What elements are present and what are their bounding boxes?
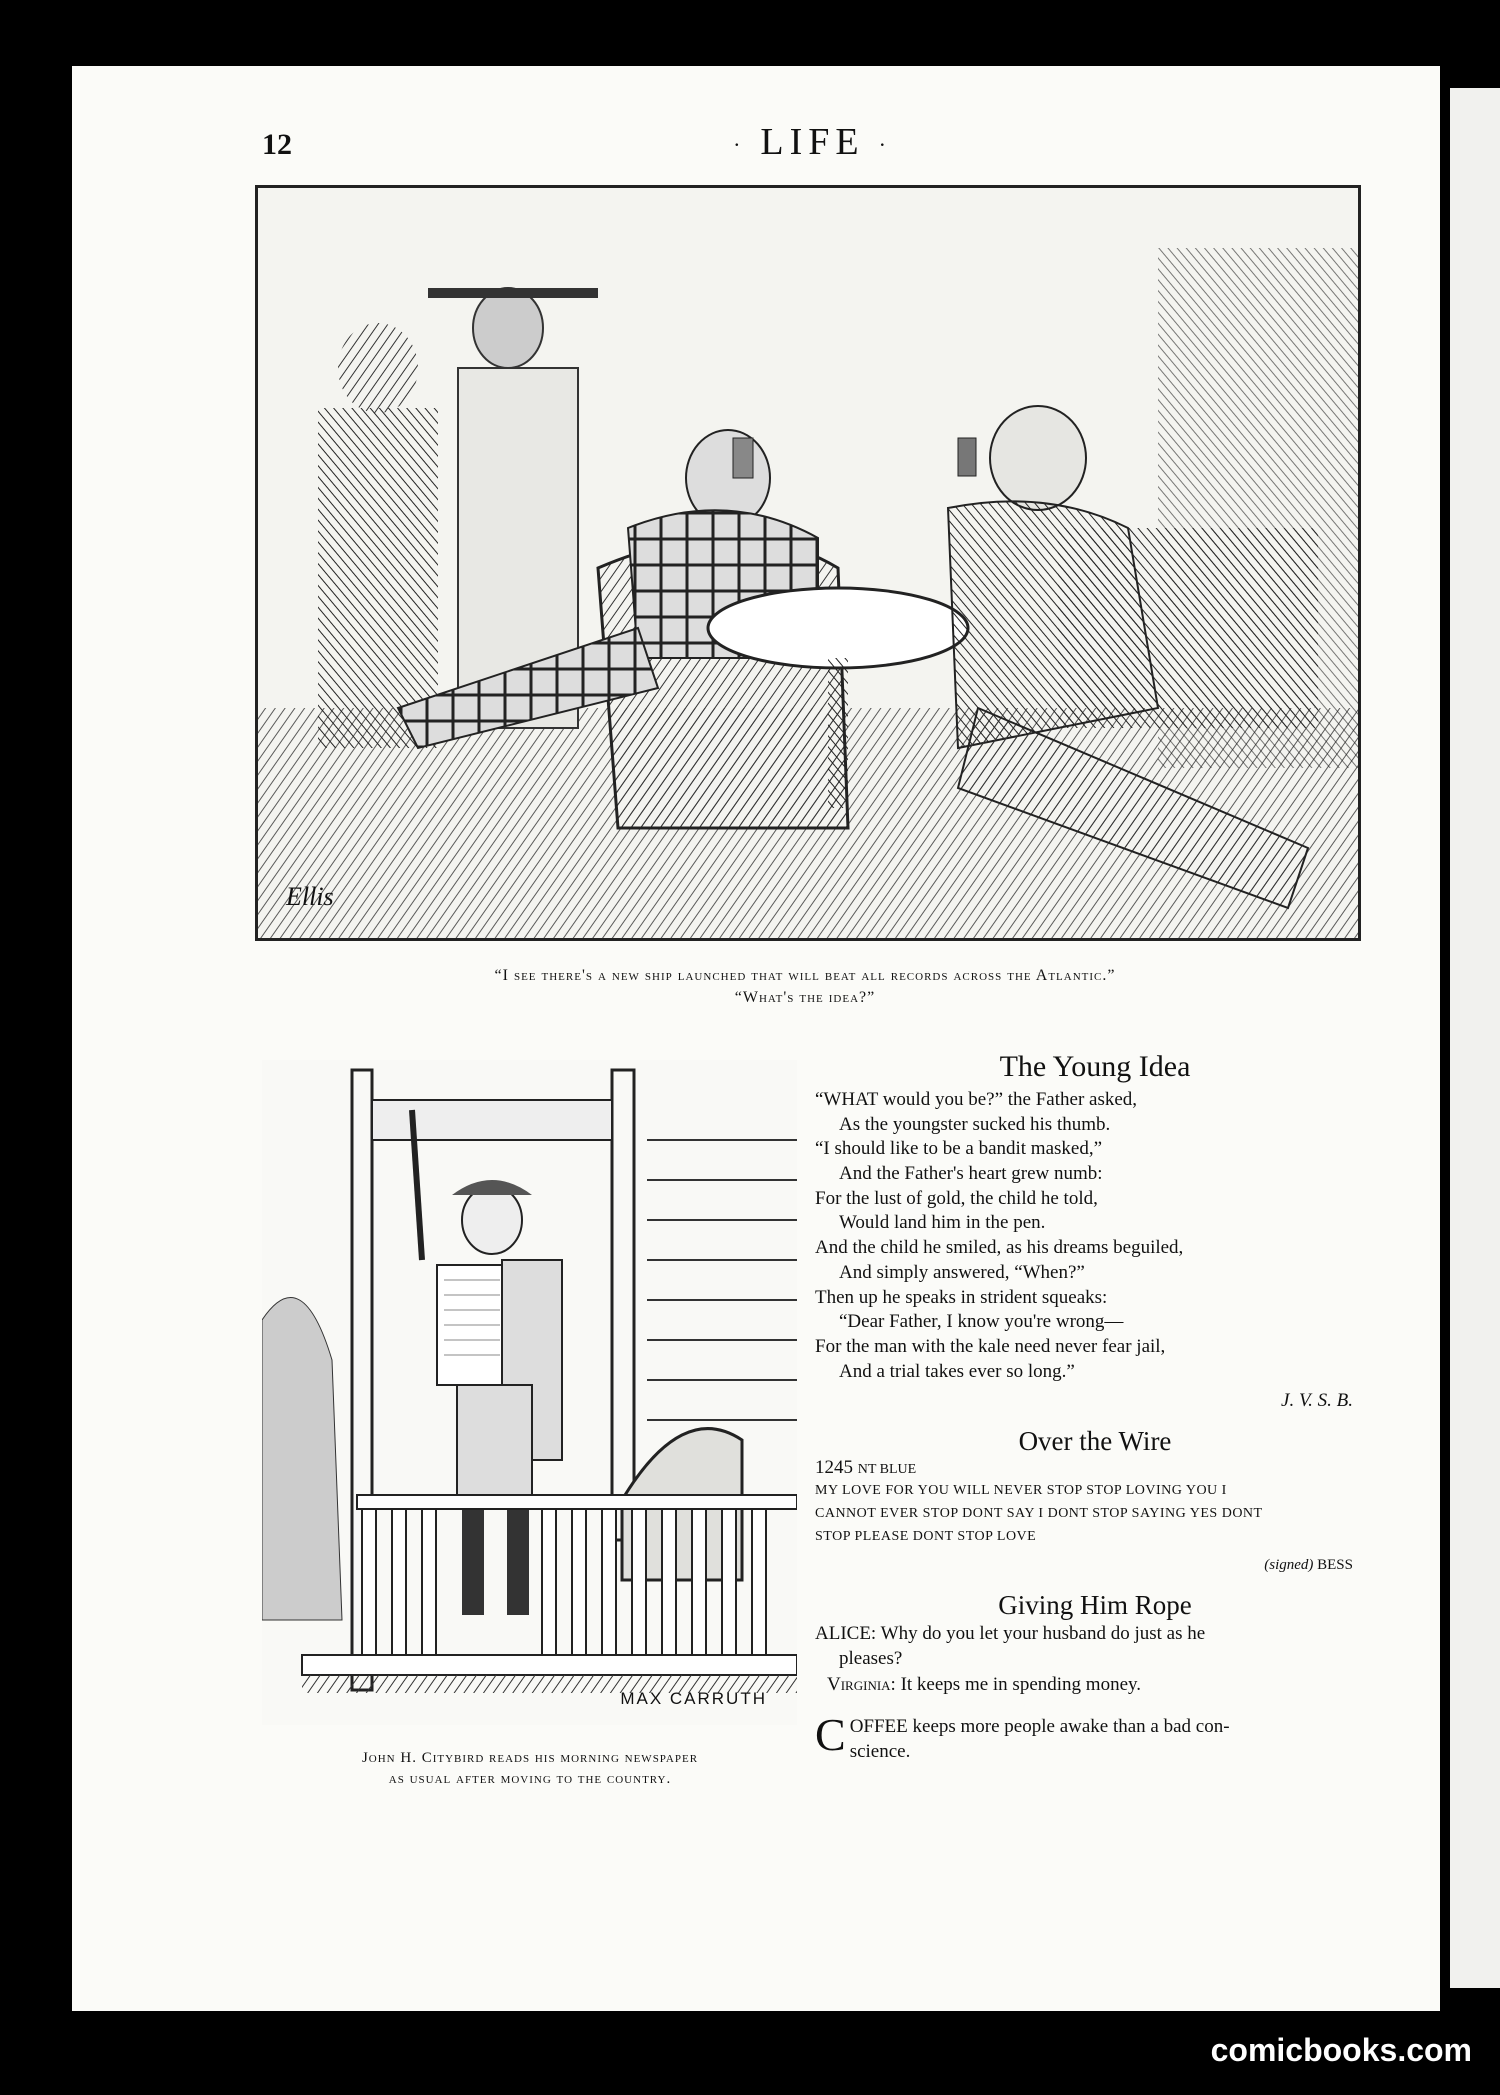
giving-him-rope-title: Giving Him Rope — [998, 1589, 1192, 1620]
masthead-dot-right: · — [878, 132, 892, 158]
bottom-cartoon-illustration — [262, 1060, 797, 1725]
poem-line-2: As the youngster sucked his thumb. — [839, 1113, 1111, 1135]
dialogue-line-1 — [815, 1621, 1375, 1647]
masthead-dot-left: · — [733, 132, 747, 158]
poem-line-6: Would land him in the pen. — [839, 1212, 1046, 1234]
top-cartoon-signature: Ellis — [286, 882, 334, 911]
poem-line-9: Then up he speaks in strident squeaks: — [815, 1286, 1108, 1308]
poem-line-12: And a trial takes ever so long.” — [839, 1360, 1075, 1382]
young-idea-title: The Young Idea — [999, 1050, 1191, 1083]
poem-line-10: “Dear Father, I know you're wrong— — [839, 1311, 1124, 1333]
masthead-title: LIFE — [760, 121, 865, 163]
telegram-line-1: MY LOVE FOR YOU WILL NEVER STOP STOP LOVING YOU I — [815, 1483, 1227, 1499]
next-page-edge — [1450, 88, 1500, 1988]
alice-line-cont: pleases? — [839, 1648, 903, 1670]
top-caption-line-1: “I see there's a new ship launched that will beat all records across the Atlantic.” — [494, 967, 1116, 984]
coffee-line-2: science. — [849, 1741, 911, 1763]
poem-line-4: And the Father's heart grew numb: — [839, 1163, 1103, 1185]
virginia-line: It keeps me in spending money. — [900, 1673, 1142, 1695]
telegram-number: 1245 — [815, 1457, 853, 1479]
telegram-body — [815, 1479, 1375, 1548]
masthead — [0, 120, 1500, 164]
poem-line-1: “WHAT would you be?” the Father asked, — [815, 1089, 1138, 1110]
young-idea-poem — [815, 1088, 1375, 1384]
top-cartoon-caption — [255, 965, 1355, 1010]
speaker-virginia: Virginia: — [827, 1673, 896, 1695]
coffee-line-1: OFFEE keeps more people awake than a bad con- — [849, 1716, 1230, 1738]
telegram-header — [815, 1457, 1375, 1479]
bottom-caption-line-1: John H. Citybird reads his morning newspaper — [361, 1750, 699, 1766]
top-cartoon-illustration — [255, 185, 1361, 941]
poem-line-11: For the man with the kale need never fear jail, — [815, 1335, 1166, 1357]
alice-line: Why do you let your husband do just as he — [880, 1622, 1206, 1644]
porch-scene-drawing — [262, 1060, 797, 1725]
telegram-signature — [815, 1557, 1375, 1574]
bottom-caption-line-2: as usual after moving to the country. — [388, 1771, 672, 1787]
telegram-line-3: STOP PLEASE DONT STOP LOVE — [815, 1529, 1037, 1545]
poem-line-3: “I should like to be a bandit masked,” — [815, 1138, 1103, 1160]
over-the-wire-title: Over the Wire — [1018, 1426, 1172, 1457]
coffee-dropcap: C — [815, 1709, 846, 1761]
right-text-column — [815, 1050, 1375, 1765]
page-number: 12 — [262, 128, 292, 161]
poem-line-5: For the lust of gold, the child he told, — [815, 1187, 1098, 1209]
top-caption-line-2: “What's the idea?” — [734, 989, 876, 1007]
watermark: comicbooks.com — [1210, 2032, 1472, 2068]
telegram-signed-name: BESS — [1317, 1556, 1353, 1573]
poem-line-7: And the child he smiled, as his dreams beguiled, — [815, 1237, 1184, 1259]
dialogue-line-2 — [815, 1672, 1375, 1698]
bottom-cartoon-caption — [255, 1748, 805, 1790]
telegram-line-2: CANNOT EVER STOP DONT SAY I DONT STOP SAYING YES DONT — [815, 1506, 1263, 1522]
telegram-signed-label: (signed) — [1264, 1556, 1314, 1573]
coffee-paragraph — [815, 1709, 1375, 1764]
speaker-alice: ALICE: — [815, 1622, 877, 1644]
telegram-code: NT BLUE — [857, 1462, 917, 1478]
club-scene-drawing — [258, 188, 1358, 938]
giving-him-rope-dialogue — [815, 1621, 1375, 1698]
bottom-cartoon-signature: MAX CARRUTH — [620, 1689, 767, 1708]
poem-line-8: And simply answered, “When?” — [839, 1261, 1085, 1283]
young-idea-signature: J. V. S. B. — [1281, 1390, 1353, 1412]
